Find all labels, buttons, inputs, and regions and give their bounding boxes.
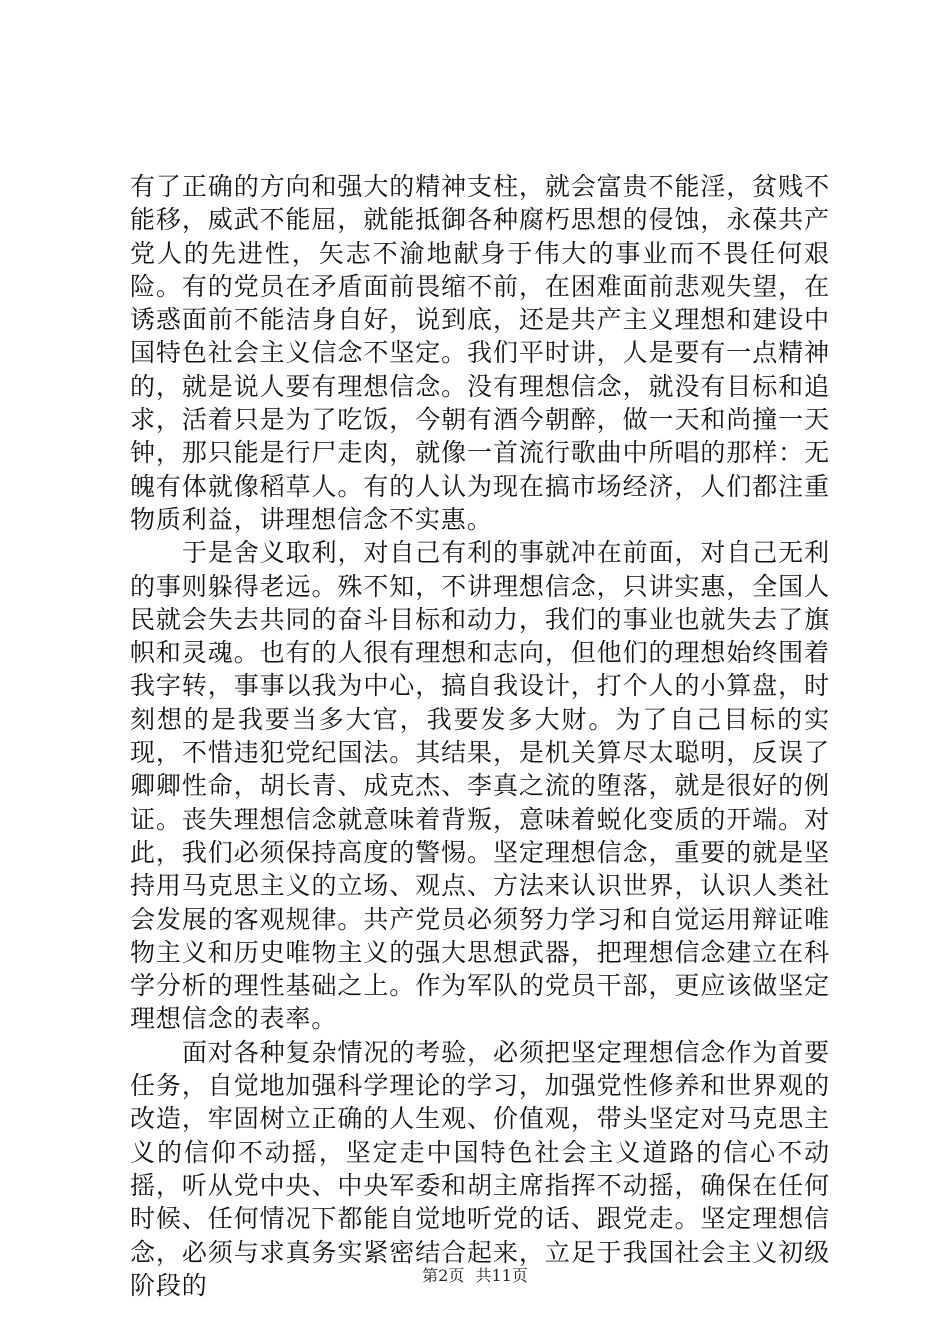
document-body (130, 170, 830, 1302)
paragraph-1: 有了正确的方向和强大的精神支柱，就会富贵不能淫，贫贱不能移，威武不能屈，就能抵御各种腐朽思想的侵蚀，永葆共产党人的先进性，矢志不渝地献身于伟大的事业而不畏任何艰险。有的党员在矛盾面前畏缩不前，在困难面前悲观失望，在诱惑面前不能洁身自好，说到底，还是共产主义理想和建设中国特色社会主义信念不坚定。我们平时讲，人是要有一点精神的，就是说人要有理想信念。没有理想信念，就没有目标和追求，活着只是为了吃饭，今朝有酒今朝醉，做一天和尚撞一天钟，那只能是行尸走肉，就像一首流行歌曲中所唱的那样：无魄有体就像稻草人。有的人认为现在搞市场经济，人们都注重物质利益，讲理想信念不实惠。 (130, 172, 830, 534)
paragraph-2: 于是舍义取利，对自己有利的事就冲在前面，对自己无利的事则躲得老远。殊不知，不讲理想信念，只讲实惠，全国人民就会失去共同的奋斗目标和动力，我们的事业也就失去了旗帜和灵魂。也有的人很有理想和志向，但他们的理想始终围着我字转，事事以我为中心，搞自我设计，打个人的小算盘，时刻想的是我要当多大官，我要发多大财。为了自己目标的实现，不惜违犯党纪国法。其结果，是机关算尽太聪明，反误了卿卿性命，胡长青、成克杰、李真之流的堕落，就是很好的例证。丧失理想信念就意味着背叛，意味着蜕化变质的开端。对此，我们必须保持高度的警惕。坚定理想信念，重要的就是坚持用马克思主义的立场、观点、方法来认识世界，认识人类社会发展的客观规律。共产党员必须努力学习和自觉运用辩证唯物主义和历史唯物主义的强大思想武器，把理想信念建立在科学分析的理性基础之上。作为军队的党员干部，更应该做坚定理想信念的表率。 (130, 538, 830, 1034)
page-total: 共11页 (475, 1266, 528, 1285)
page-footer (0, 1263, 950, 1286)
page-number: 第2页 (422, 1266, 465, 1285)
paragraph-3: 面对各种复杂情况的考验，必须把坚定理想信念作为首要任务，自觉地加强科学理论的学习，加强党性修养和世界观的改造，牢固树立正确的人生观、价值观，带头坚定对马克思主义的信仰不动摇，坚定走中国特色社会主义道路的信心不动摇，听从党中央、中央军委和胡主席指挥不动摇，确保在任何时候、任何情况下都能自觉地听党的话、跟党走。坚定理想信念，必须与求真务实紧密结合起来，立足于我国社会主义初级阶段的 (130, 1037, 830, 1300)
